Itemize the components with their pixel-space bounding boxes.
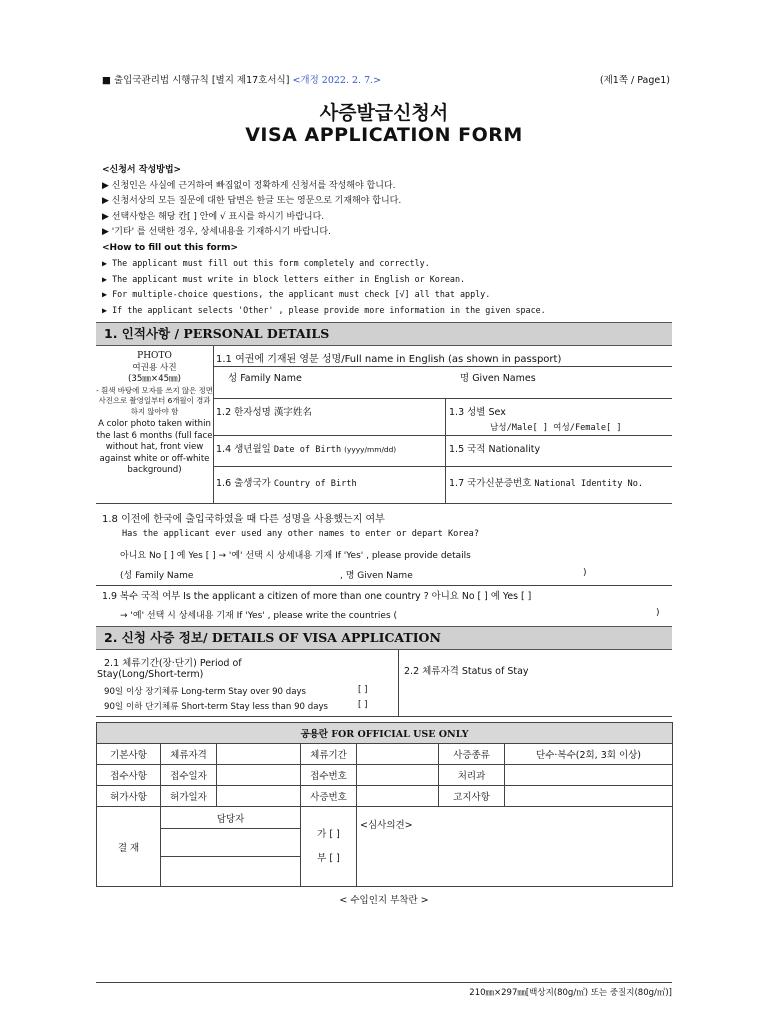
paper-spec-footer: 210㎜×297㎜[백상지(80g/㎡) 또는 중질지(80g/㎡)] xyxy=(469,988,672,998)
field-1-8-english: Has the applicant ever used any other names to enter or depart Korea? xyxy=(122,529,479,539)
review-opinion-cell[interactable]: <심사의견> xyxy=(357,807,673,887)
instruction-item: ▶ '기타' 를 선택한 경우, 상세내용을 기재하시기 바랍니다. xyxy=(102,227,331,237)
other-given-name-field[interactable]: , 명 Given Name xyxy=(340,571,413,581)
date-of-birth-field[interactable]: 1.4 생년월일 Date of Birth (yyyy/mm/dd) xyxy=(216,444,397,455)
table-row: 접수사항 접수일자 접수번호 처리과 xyxy=(97,765,673,786)
sex-label: 1.3 성별 Sex xyxy=(449,407,506,418)
instructions-en-heading: <How to fill out this form> xyxy=(102,242,239,253)
family-name-field[interactable]: 성 Family Name xyxy=(228,373,302,384)
instructions-ko-heading: <신청서 작성방법> xyxy=(102,165,182,175)
field-1-8-label: 1.8 이전에 한국에 출입국하였을 때 다른 성명을 사용했는지 여부 xyxy=(102,514,385,525)
officer-sign-cell[interactable] xyxy=(161,857,301,887)
other-name-close: ) xyxy=(583,568,587,578)
long-term-option[interactable]: 90일 이상 장기체류 Long-term Stay over 90 days xyxy=(104,687,307,697)
instruction-item: ▶ 신청서상의 모든 질문에 대한 답변은 한글 또는 영문으로 기재해야 합니다. xyxy=(102,196,402,206)
page-number: (제1쪽 / Page1) xyxy=(599,75,670,86)
photo-label: PHOTO xyxy=(137,351,172,361)
status-of-stay-field[interactable]: 2.2 체류자격 Status of Stay xyxy=(404,666,529,677)
other-names-checkboxes[interactable]: 아니요 No [ ] 예 Yes [ ] → '예' 선택 시 상세내용 기재 If 'Yes' , please provide details xyxy=(120,551,471,561)
approve-deny-cell[interactable]: 가 [ ] 부 [ ] xyxy=(301,807,357,887)
chinese-name-field[interactable]: 1.2 한자성명 漢字姓名 xyxy=(216,407,312,418)
table-row: 허가사항 허가일자 사증번호 고지사항 xyxy=(97,786,673,807)
nationality-field[interactable]: 1.5 국적 Nationality xyxy=(449,444,541,455)
short-term-checkbox[interactable]: [ ] xyxy=(358,700,368,710)
revision-date: <개정 2022. 2. 7.> xyxy=(292,75,382,86)
instructions xyxy=(102,163,670,318)
field-1-1-label: 1.1 여권에 기재된 영문 성명/Full name in English (as shown in passport) xyxy=(216,354,562,365)
instruction-item: ▶ The applicant must write in block letters either in English or Korean. xyxy=(102,273,466,284)
sex-checkboxes[interactable]: 남성/Male[ ] 여성/Female[ ] xyxy=(490,423,622,433)
official-input-cell[interactable] xyxy=(217,765,301,786)
decision-label: 결 재 xyxy=(97,807,161,887)
revenue-stamp-area: < 수입인지 부착란 > xyxy=(339,895,429,906)
official-input-cell[interactable] xyxy=(357,765,439,786)
photo-ko-note: - 흰색 바탕에 모자를 쓰지 않은 정면 사진으로 촬영일부터 6개월이 경과하지 않아야 함 xyxy=(96,385,213,416)
other-family-name-field[interactable]: (성 Family Name xyxy=(120,571,194,581)
instruction-item: ▶ 신청인은 사실에 근거하여 빠짐없이 정확하게 신청서를 작성해야 합니다. xyxy=(102,180,396,191)
table-row: 기본사항 체류자격 체류기간 사증종류 단수·복수(2회, 3회 이상) xyxy=(97,744,673,765)
title-english: VISA APPLICATION FORM xyxy=(245,124,523,146)
official-input-cell[interactable] xyxy=(505,765,673,786)
instruction-item: ▶ If the applicant selects 'Other' , please provide more information in the given space. xyxy=(102,304,546,315)
official-input-cell[interactable] xyxy=(217,786,301,807)
citizenship-countries-close: ) xyxy=(656,608,660,618)
instruction-item: ▶ For multiple-choice questions, the applicant must check [√] all that apply. xyxy=(102,289,491,299)
square-bullet-icon: ■ xyxy=(102,75,111,86)
official-input-cell[interactable] xyxy=(505,786,673,807)
photo-en-note: A color photo taken within the last 6 months (full face without hat, front view against white or off-white background) xyxy=(96,419,213,475)
photo-box[interactable] xyxy=(96,347,213,503)
photo-ko-label: 여권용 사진 xyxy=(132,362,177,373)
section-personal-details-header: 1. 인적사항 / PERSONAL DETAILS xyxy=(96,322,672,346)
instruction-item: ▶ The applicant must fill out this form completely and correctly. xyxy=(102,258,430,268)
section-visa-details-header: 2. 신청 사증 정보/ DETAILS OF VISA APPLICATION xyxy=(96,626,672,650)
visa-type-cell[interactable]: 단수·복수(2회, 3회 이상) xyxy=(505,744,673,765)
long-term-checkbox[interactable]: [ ] xyxy=(358,685,368,695)
official-input-cell[interactable] xyxy=(357,744,439,765)
official-use-table xyxy=(96,722,673,887)
national-id-field[interactable]: 1.7 국가신분증번호 National Identity No. xyxy=(449,478,644,489)
field-2-1-label: 2.1 체류기간(장·단기) Period of xyxy=(104,658,242,669)
title-korean: 사증발급신청서 xyxy=(319,102,449,124)
instruction-item: ▶ 선택사항은 해당 칸[ ] 안에 √ 표시를 하시기 바랍니다. xyxy=(102,211,325,222)
multiple-citizenship-field[interactable]: 1.9 복수 국적 여부 Is the applicant a citizen of more than one country ? 아니요 No [ ] 예 Yes [ ] xyxy=(102,591,532,602)
country-of-birth-field[interactable]: 1.6 출생국가 Country of Birth xyxy=(216,478,357,489)
short-term-option[interactable]: 90일 이하 단기체류 Short-term Stay less than 90 days xyxy=(104,702,329,712)
field-2-1-label-cont: Stay(Long/Short-term) xyxy=(97,669,204,680)
given-names-field[interactable]: 명 Given Names xyxy=(460,373,536,384)
official-input-cell[interactable] xyxy=(357,786,439,807)
official-input-cell[interactable] xyxy=(217,744,301,765)
officer-label: 담당자 xyxy=(161,807,301,829)
regulation-reference: ■ 출입국관리법 시행규칙 [별지 제17호서식] <개정 2022. 2. 7.> xyxy=(102,75,382,86)
citizenship-countries-field[interactable]: → '예' 선택 시 상세내용 기재 If 'Yes' , please write the countries ( xyxy=(120,611,397,621)
officer-sign-cell[interactable] xyxy=(161,829,301,857)
photo-size: (35㎜×45㎜) xyxy=(128,374,181,384)
official-use-title: 공용란 FOR OFFICIAL USE ONLY xyxy=(97,723,673,744)
